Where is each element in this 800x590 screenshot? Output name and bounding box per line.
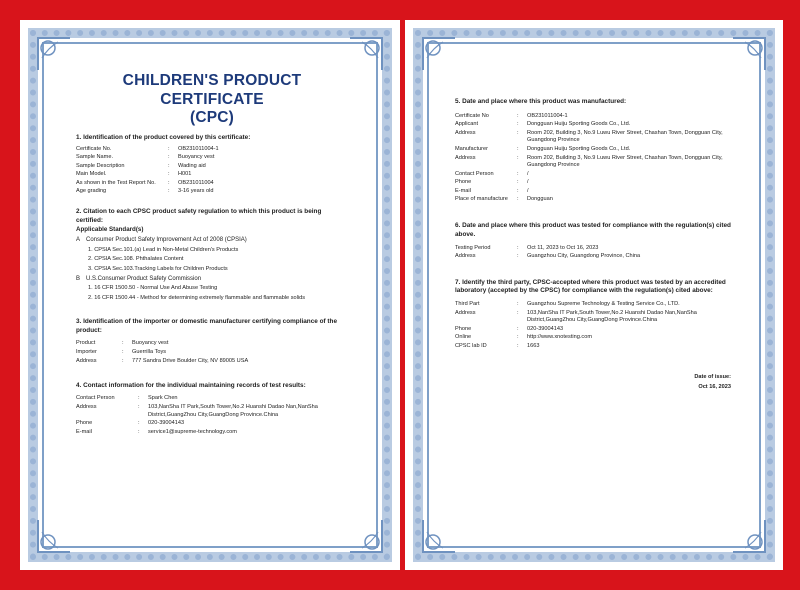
corner-ornament-icon bbox=[731, 36, 767, 72]
certificate-page-left bbox=[20, 20, 400, 570]
issue-label: Date of issue: bbox=[694, 374, 731, 381]
standard-item: 2. 16 CFR 1500.44 - Method for determining extremely flammable and flammable solids bbox=[88, 294, 306, 301]
certificate-content-right bbox=[455, 92, 737, 392]
standard-item: 1. 16 CFR 1500.50 - Normal Use And Abuse Testing bbox=[88, 285, 218, 292]
section-6-heading: 6. Date and place where this product was tested for compliance with the regulation(s) cited above. bbox=[455, 222, 731, 238]
date-of-issue bbox=[455, 373, 737, 392]
section-3-heading: 3. Identification of the importer or domestic manufacturer certifying compliance of the product: bbox=[76, 318, 337, 334]
applicable-standards-label: Applicable Standard(s) bbox=[76, 226, 144, 234]
corner-ornament-icon bbox=[348, 36, 384, 72]
certificate-page-right bbox=[405, 20, 783, 570]
certificate-content-left bbox=[76, 72, 348, 437]
section-2-heading: 2. Citation to each CPSC product safety regulation to which this product is being certified: bbox=[76, 208, 322, 224]
corner-ornament-icon bbox=[36, 36, 72, 72]
section-1-table: Certificate No. : OB231011004-1 Sample Name. : Buoyancy vest Sample Description : Wading aid Main Model. : H001 As shown in the Test Report No. : OB231011004 Age grading : 3-16 years old bbox=[76, 145, 219, 195]
section-4-heading: 4. Contact information for the individual maintaining records of test results: bbox=[76, 381, 306, 389]
section-4-table: Contact Person : Spark Chen Address : 103,NanSha IT Park,South Tower,No.2 Huanshi Dadao Nan,NanSha District,GuangZhou City,GuangDong Province.China Phone : 020-39004143 E-mail : service1@supreme-technology.com bbox=[76, 395, 318, 435]
section-5-heading: 5. Date and place where this product was manufactured: bbox=[455, 98, 627, 105]
standard-a: A Consumer Product Safety Improvement Act of 2008 (CPSIA) bbox=[76, 237, 247, 244]
standard-item: 2. CPSIA Sec.108. Phthalates Content bbox=[88, 256, 184, 263]
corner-ornament-icon bbox=[348, 518, 384, 554]
issue-date: Oct 16, 2023 bbox=[698, 383, 731, 390]
section-7-heading: 7. Identify the third party, CPSC-accepted where this product was tested by an accredited laboratory (accepted by the CPSC) for compliance with the regulation(s) cited above: bbox=[455, 279, 726, 295]
section-3-table: Product : Buoyancy vest Importer : Guerrilla Toys Address : 777 Sandra Drive Boulder City, NV 89005 USA bbox=[76, 340, 249, 364]
standard-item: 1. CPSIA Sec.101.(a) Lead in Non-Metal Children's Products bbox=[88, 246, 239, 253]
certificate-title: CHILDREN'S PRODUCT CERTIFICATE (CPC) bbox=[122, 72, 302, 127]
corner-ornament-icon bbox=[36, 518, 72, 554]
section-5-table: Certificate No : OB231011004-1 Applicant : Dongguan Huiju Sporting Goods Co., Ltd. Address : Room 202, Building 3, No.9 Luwu River Street, Chashan Town, Dongguan City, Guangdong Province Manufacturer : Dongguan Huiju Sporting Goods Co., Ltd. Address : Room 202, Building 3, No.9 Luwu River Street, Chashan Town, Dongguan City, Guangdong Province Contact Person : / Phone : / E-mail : / Place of manufacture : Dongguan bbox=[455, 112, 723, 203]
standard-item: 3. CPSIA Sec.103.Tracking Labels for Children Products bbox=[88, 265, 228, 272]
section-6-table: Testing Period : Oct 11, 2023 to Oct 16, 2023 Address : Guangzhou City, Guangdong Province, China bbox=[455, 244, 641, 260]
section-1-heading: 1. Identification of the product covered by this certificate: bbox=[76, 133, 251, 141]
corner-ornament-icon bbox=[421, 36, 457, 72]
corner-ornament-icon bbox=[421, 518, 457, 554]
section-7-table: Third Part : Guangzhou Supreme Technology & Testing Service Co., LTD. Address : 103,NanSha IT Park,South Tower,No.2 Huanshi Dadao Nan,NanSha District,GuangZhou City,GuangDong Province.China Phone : 020-39004143 Online : http://www.xnotesting.com CPSC lab ID : 1663 bbox=[455, 301, 697, 349]
corner-ornament-icon bbox=[731, 518, 767, 554]
standard-b: B U.S.Consumer Product Safety Commission bbox=[76, 276, 202, 283]
